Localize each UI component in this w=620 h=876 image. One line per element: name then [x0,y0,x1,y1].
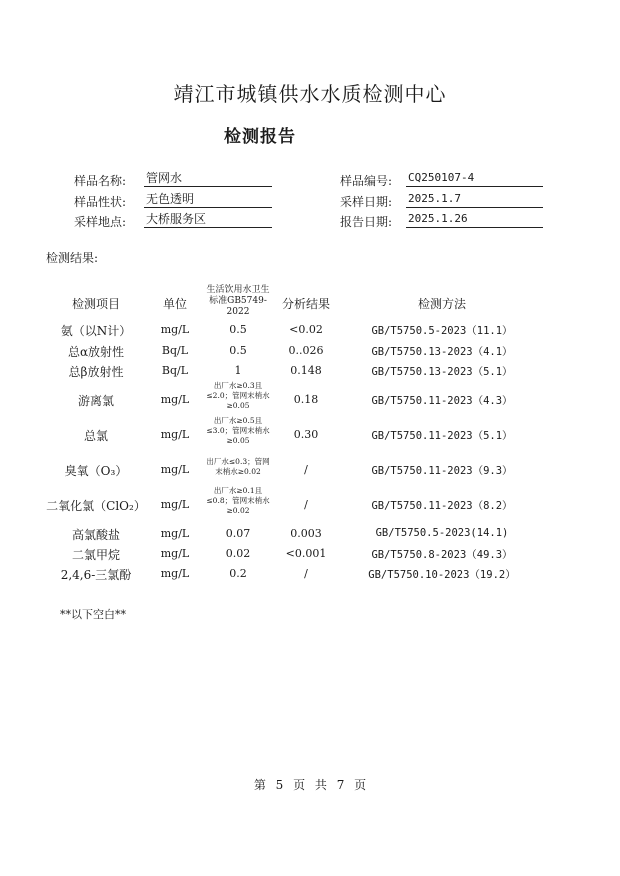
organization-title: 靖江市城镇供水水质检测中心 [173,82,447,106]
row-standard: 0.07 [225,527,251,540]
row-standard: 0.2 [229,567,247,580]
row-standard: 0.02 [225,547,251,560]
sampling-site-label: 采样地点: [74,215,127,229]
sample-id-value: CQ250107-4 [406,170,543,187]
row-unit: mg/L [160,393,190,406]
row-result: 0.003 [290,527,322,540]
row-standard: 1 [234,364,242,377]
row-item: 二氯甲烷 [71,548,120,562]
row-standard: 出厂水≥0.3且≤2.0；管网末梢水≥0.05 [206,381,270,410]
row-unit: Bq/L [161,344,189,357]
row-unit: Bq/L [161,364,189,377]
header-method: 检测方法 [417,297,466,311]
row-standard: 出厂水≥0.5且≤3.0；管网末梢水≥0.05 [206,416,270,445]
row-method: GB/T5750.11-2023（8.2） [371,500,513,512]
row-result: 0..026 [288,344,324,357]
row-item: 氨（以N计） [60,324,132,338]
report-title: 检测报告 [224,127,296,147]
row-item: 臭氧（O₃） [64,464,128,478]
row-unit: mg/L [160,498,190,511]
row-result: / [304,463,308,476]
header-standard: 生活饮用水卫生标准GB5749-2022 [206,285,270,317]
report-date-label: 报告日期: [340,215,393,229]
sample-property-value: 无色透明 [144,191,272,208]
row-method: GB/T5750.11-2023（4.3） [371,395,513,407]
row-result: <0.001 [285,547,327,560]
sampling-date-value: 2025.1.7 [406,191,543,208]
row-method: GB/T5750.11-2023（5.1） [371,430,513,442]
sample-property-label: 样品性状: [74,195,127,209]
row-item: 2,4,6-三氯酚 [60,568,132,582]
sample-name-value: 管网水 [144,170,272,187]
row-unit: mg/L [160,428,190,441]
row-method: GB/T5750.5-2023（11.1） [371,325,513,337]
header-item: 检测项目 [71,297,120,311]
row-unit: mg/L [160,463,190,476]
report-date-value: 2025.1.26 [406,211,543,228]
sampling-site-value: 大桥服务区 [144,211,272,228]
sampling-date-label: 采样日期: [340,195,393,209]
row-method: GB/T5750.13-2023（5.1） [371,366,513,378]
row-method: GB/T5750.5-2023(14.1) [375,527,509,539]
row-result: 0.148 [290,364,322,377]
row-method: GB/T5750.8-2023（49.3） [371,549,513,561]
header-unit: 单位 [162,297,187,311]
row-result: 0.18 [293,393,319,406]
row-item: 总α放射性 [67,345,125,359]
row-item: 总β放射性 [68,365,124,379]
page-number: 第 5 页 共 7 页 [253,778,367,792]
blank-below-note: **以下空白** [60,608,126,621]
header-result: 分析结果 [281,297,330,311]
sample-id-label: 样品编号: [340,174,393,188]
row-result: <0.02 [289,323,323,336]
row-unit: mg/L [160,567,190,580]
row-result: / [304,498,308,511]
row-result: 0.30 [293,428,319,441]
row-result: / [304,567,308,580]
sample-name-label: 样品名称: [74,174,127,188]
results-label: 检测结果: [46,251,99,265]
row-standard: 0.5 [229,344,247,357]
row-method: GB/T5750.10-2023（19.2） [368,569,516,581]
row-standard: 出厂水≥0.1且≤0.8；管网末梢水≥0.02 [206,486,270,515]
row-item: 总氯 [83,429,108,443]
row-item: 高氯酸盐 [71,528,120,542]
row-standard: 0.5 [229,323,247,336]
row-item: 二氧化氯（ClO₂） [46,499,146,513]
row-method: GB/T5750.13-2023（4.1） [371,346,513,358]
row-unit: mg/L [160,323,190,336]
row-method: GB/T5750.11-2023（9.3） [371,465,513,477]
row-unit: mg/L [160,547,190,560]
row-unit: mg/L [160,527,190,540]
row-item: 游离氯 [77,394,114,408]
row-standard: 出厂水≤0.3；管网末梢水≥0.02 [206,457,270,476]
